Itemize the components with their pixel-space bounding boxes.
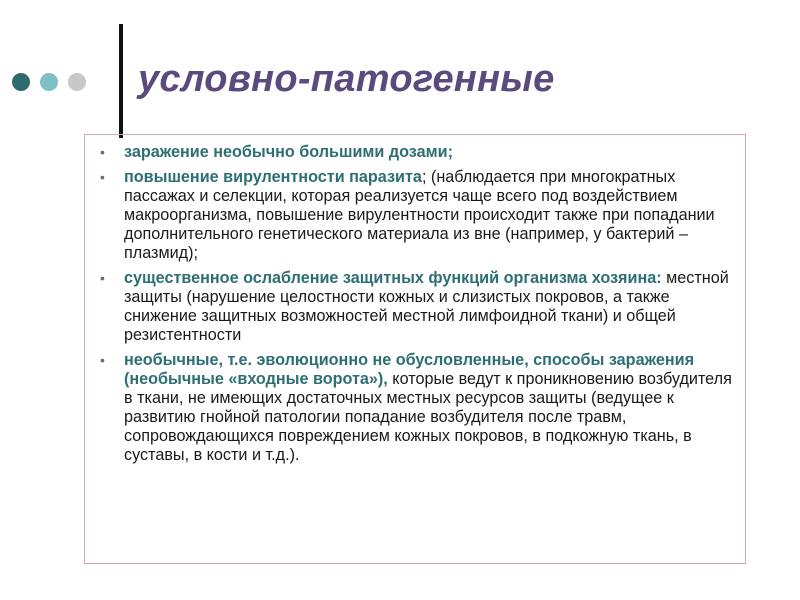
bullet-text: местной защиты (нарушение целостности кожных и слизистых покровов, а также снижение защитных возможностей местной лимфоидной ткани) и общей резистентности [124,269,729,344]
bullet-item [96,269,744,345]
bullet-text: ; (наблюдается при многократных пассажах и селекции, которая реализуется чаще всего под воздействием макроорганизма, повышение вирулентности происходит также при попадании дополнительного генетического материала из вне (например, у бактерий – плазмид); [124,168,715,262]
bullet-marker: • [100,352,105,368]
bullet-highlight: повышение вирулентности паразита [124,168,422,186]
bullet-item [96,168,744,263]
bullet-item [96,351,744,465]
title-divider [119,24,123,138]
bullet-marker: • [100,144,105,160]
bullet-list [96,143,744,471]
bullet-item [96,143,744,162]
bullet-marker: • [100,169,105,185]
dot-dark-teal [12,73,30,91]
decorative-dots [12,73,86,91]
bullet-highlight: заражение необычно большими дозами; [124,143,453,161]
bullet-highlight: существенное ослабление защитных функций организма хозяина: [124,269,662,287]
bullet-text: которые ведут к проникновению возбудителя в ткани, не имеющих достаточных местных ресурсов защиты (ведущее к развитию гнойной патологии попадание возбудителя после травм, сопровождающихся повреждением кожных покровов, в подкожную ткань, в суставы, в кости и т.д.). [124,370,732,464]
dot-light-teal [40,73,58,91]
slide-title: условно-патогенные [138,58,555,100]
bullet-marker: • [100,270,105,286]
dot-gray [68,73,86,91]
bullet-highlight: необычные, т.е. эволюционно не обусловленные, способы заражения (необычные «входные ворота»), [124,351,695,388]
